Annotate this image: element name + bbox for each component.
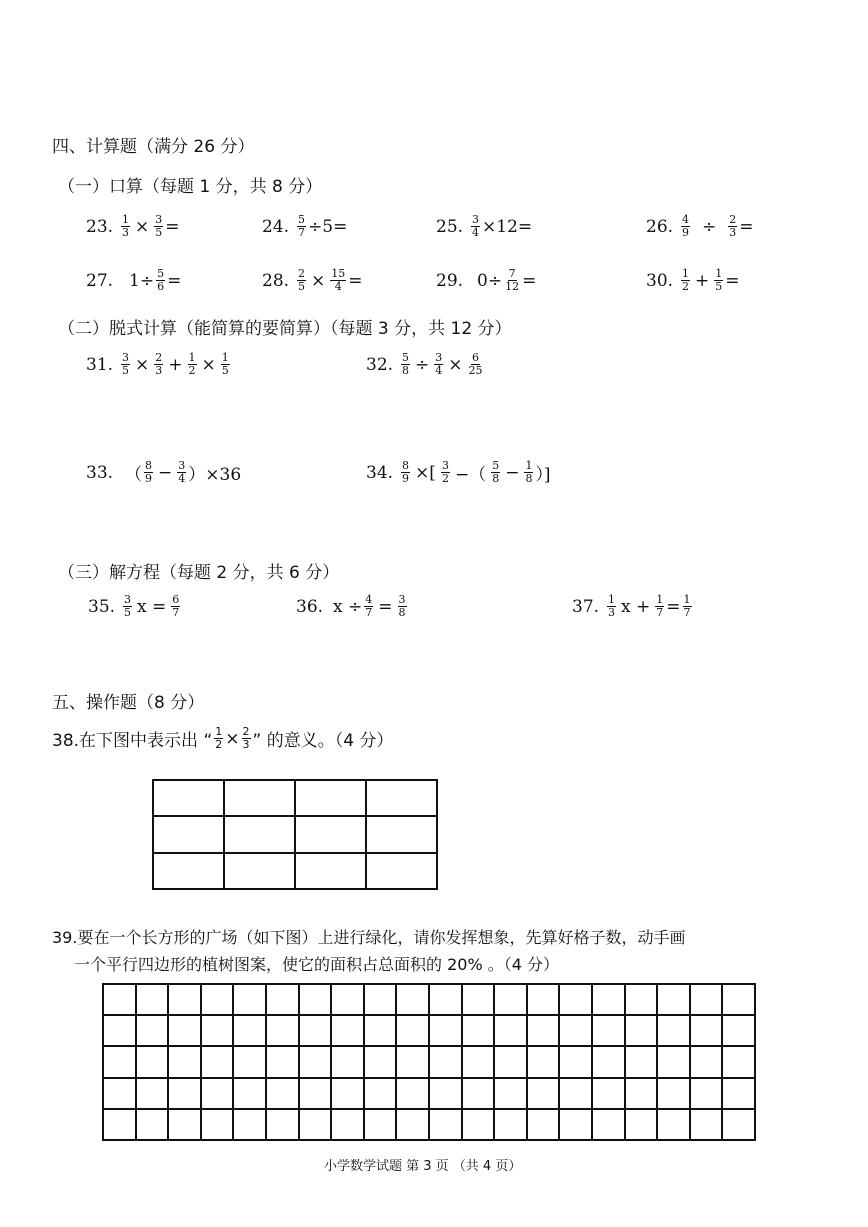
q38-rectangle-grid	[152, 779, 438, 890]
question-27: 27. 1÷ $\frac{5}{6}$ =	[86, 267, 182, 293]
question-38: 38.在下图中表示出 “ $\frac{1}{2}$ × $\frac{2}{3}$ ” 的意义。（4 分）	[52, 725, 394, 751]
q39-square-grid	[102, 983, 756, 1141]
part-2-title: （二）脱式计算（能简算的要简算）（每题 3 分，共 12 分）	[58, 319, 512, 339]
question-23: 23. $\frac{1}{3}$ × $\frac{3}{5}$ =	[86, 213, 180, 239]
question-28: 28. $\frac{2}{5}$ × $\frac{15}{4}$ =	[262, 267, 363, 293]
section-4-title: 四、计算题（满分 26 分）	[52, 137, 255, 157]
question-26: 26. $\frac{4}{9}$ ÷ $\frac{2}{3}$ =	[646, 213, 754, 239]
question-31: 31. $\frac{3}{5}$ × $\frac{2}{3}$ + $\frac{1}{2}$ × $\frac{1}{5}$	[86, 351, 229, 377]
question-29: 29. 0÷ $\frac{7}{12}$ =	[436, 267, 537, 293]
question-25: 25. $\frac{3}{4}$ ×12=	[436, 213, 533, 239]
part-3-title: （三）解方程（每题 2 分，共 6 分）	[58, 563, 340, 583]
question-30: 30. $\frac{1}{2}$ + $\frac{1}{5}$ =	[646, 267, 740, 293]
question-39-line-1: 39.要在一个长方形的广场（如下图）上进行绿化，请你发挥想象，先算好格子数，动手画	[52, 928, 686, 947]
question-34: 34. $\frac{8}{9}$ ×[ $\frac{3}{2}$ −（ $\frac{5}{8}$ − $\frac{1}{8}$ ）]	[366, 459, 551, 485]
question-39-line-2: 一个平行四边形的植树图案，使它的面积占总面积的 20% 。（4 分）	[74, 955, 560, 974]
part-1-title: （一）口算（每题 1 分，共 8 分）	[58, 177, 323, 197]
page-footer: 小学数学试题 第 3 页 （共 4 页）	[324, 1159, 522, 1174]
question-24: 24. $\frac{5}{7}$ ÷5=	[262, 213, 348, 239]
question-32: 32. $\frac{5}{8}$ ÷ $\frac{3}{4}$ × $\frac{6}{25}$	[366, 351, 483, 377]
section-5-title: 五、操作题（8 分）	[52, 693, 205, 713]
question-35: 35. $\frac{3}{5}$ x = $\frac{6}{7}$	[88, 593, 180, 619]
question-37: 37. $\frac{1}{3}$ x + $\frac{1}{7}$ = $\frac{1}{7}$	[572, 593, 691, 619]
question-33: 33. （ $\frac{8}{9}$ − $\frac{3}{4}$ ）×36	[86, 459, 242, 485]
question-36: 36. x ÷ $\frac{4}{7}$ = $\frac{3}{8}$	[296, 593, 406, 619]
